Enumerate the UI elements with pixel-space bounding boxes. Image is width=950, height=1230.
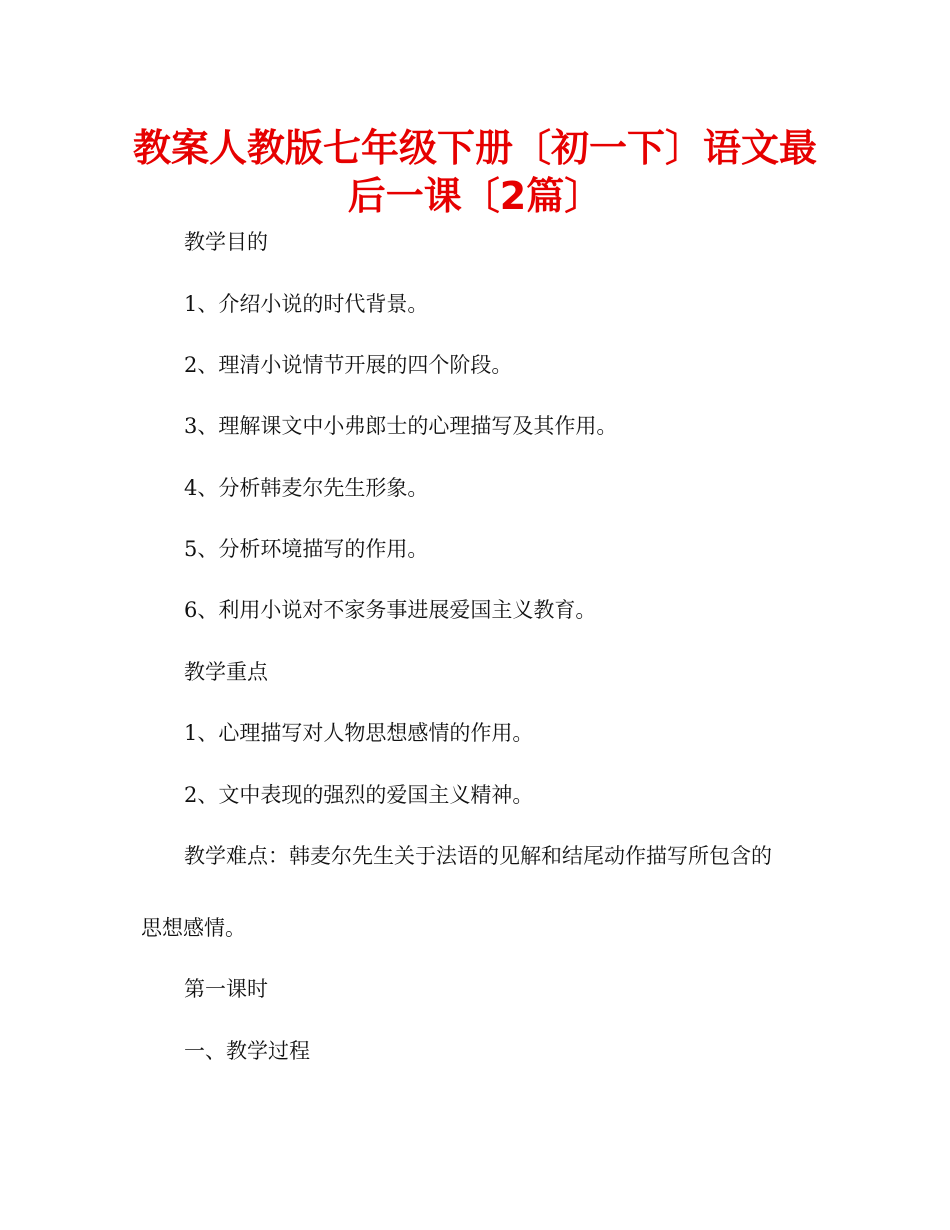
document-title-line-2: 后一课〔2篇〕 — [347, 174, 603, 218]
objective-item: 2、理清小说情节开展的四个阶段。 — [184, 353, 513, 377]
difficulty-paragraph-continuation: 思想感情。 — [141, 916, 246, 940]
difficulty-paragraph: 教学难点：韩麦尔先生关于法语的见解和结尾动作描写所包含的 — [184, 844, 772, 868]
objective-item: 4、分析韩麦尔先生形象。 — [184, 476, 429, 500]
document-title-line-1: 教案人教版七年级下册〔初一下〕语文最 — [132, 126, 817, 170]
objective-item: 6、利用小说对不家务事进展爱国主义教育。 — [184, 598, 597, 622]
section-heading-teaching-process: 一、教学过程 — [184, 1039, 310, 1063]
key-point-item: 1、心理描写对人物思想感情的作用。 — [184, 721, 534, 745]
section-heading-objectives: 教学目的 — [184, 230, 268, 254]
section-heading-first-lesson: 第一课时 — [184, 977, 268, 1001]
section-heading-key-points: 教学重点 — [184, 660, 268, 684]
objective-item: 3、理解课文中小弗郎士的心理描写及其作用。 — [184, 414, 618, 438]
key-point-item: 2、文中表现的强烈的爱国主义精神。 — [184, 783, 534, 807]
objective-item: 1、介绍小说的时代背景。 — [184, 292, 429, 316]
objective-item: 5、分析环境描写的作用。 — [184, 537, 429, 561]
